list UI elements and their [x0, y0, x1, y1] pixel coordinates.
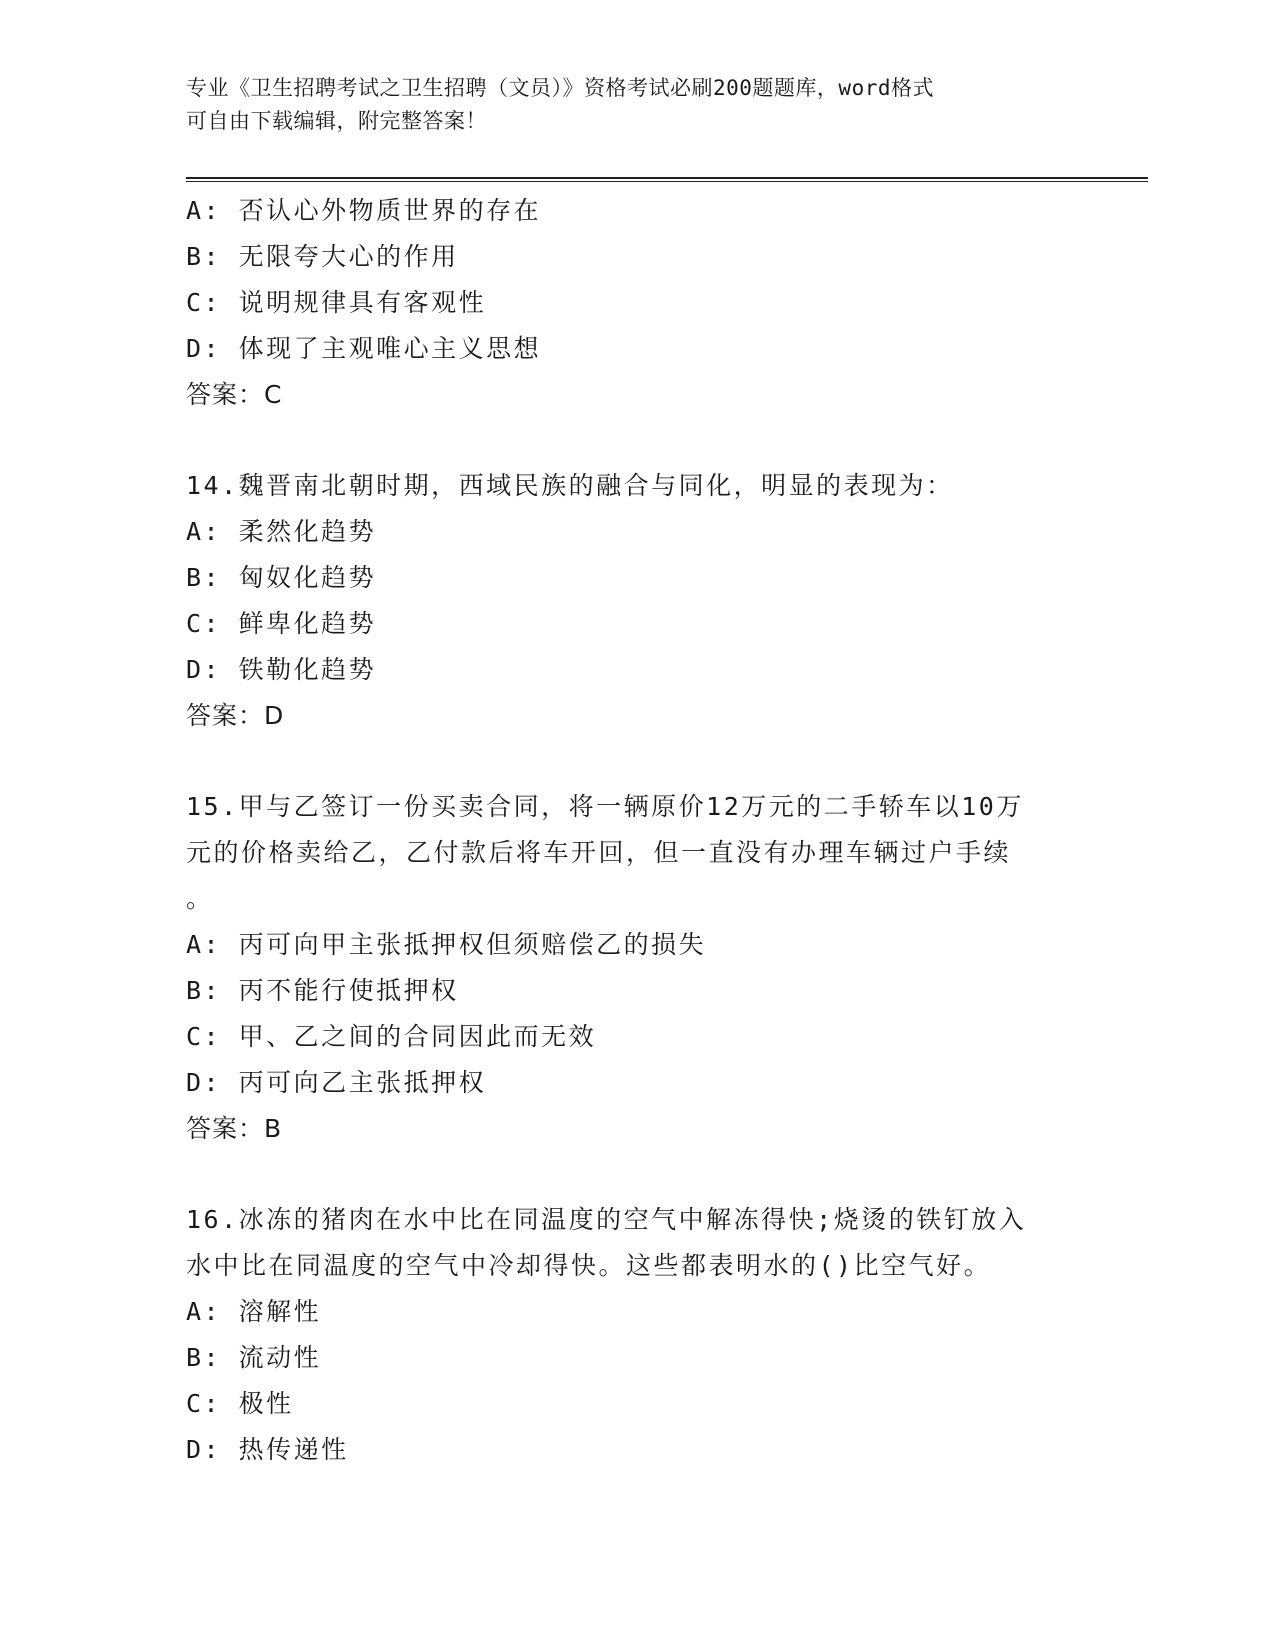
option-c: C: 说明规律具有客观性: [186, 288, 487, 317]
question-14: [186, 463, 1086, 739]
question-list: [186, 188, 1086, 1473]
header-title-line-1: 专业《卫生招聘考试之卫生招聘（文员）》资格考试必刷200题题库，word格式: [186, 76, 934, 100]
option-a: A: 丙可向甲主张抵押权但须赔偿乙的损失: [186, 930, 707, 959]
option-d: D: 丙可向乙主张抵押权: [186, 1068, 487, 1097]
answer: 答案：B: [186, 1114, 283, 1143]
stem-line: 。: [186, 884, 214, 913]
option-a: A: 否认心外物质世界的存在: [186, 196, 542, 225]
option-a: A: 柔然化趋势: [186, 517, 377, 546]
stem-line: 15.甲与乙签订一份买卖合同，将一辆原价12万元的二手轿车以10万: [186, 792, 1024, 821]
option-b: B: 无限夸大心的作用: [186, 242, 459, 271]
option-c: C: 甲、乙之间的合同因此而无效: [186, 1022, 597, 1051]
option-b: B: 流动性: [186, 1343, 322, 1372]
option-a: A: 溶解性: [186, 1297, 322, 1326]
question-stem: 14.魏晋南北朝时期，西域民族的融合与同化，明显的表现为：: [186, 471, 954, 500]
spacer: [186, 1152, 1086, 1197]
question-stem: [186, 1197, 1086, 1289]
spacer: [186, 739, 1086, 784]
document-header: [186, 72, 1066, 138]
answer: 答案：C: [186, 380, 283, 409]
option-b: B: 丙不能行使抵押权: [186, 976, 459, 1005]
option-c: C: 鲜卑化趋势: [186, 609, 377, 638]
question-16: [186, 1197, 1086, 1473]
option-d: D: 铁勒化趋势: [186, 655, 377, 684]
header-divider: [186, 177, 1148, 182]
stem-line: 16.冰冻的猪肉在水中比在同温度的空气中解冻得快;烧烫的铁钉放入: [186, 1205, 1027, 1234]
option-b: B: 匈奴化趋势: [186, 563, 377, 592]
stem-line: 元的价格卖给乙，乙付款后将车开回，但一直没有办理车辆过户手续: [186, 838, 1012, 867]
question-13: [186, 188, 1086, 418]
header-title-line-2: 可自由下载编辑，附完整答案！: [186, 109, 487, 133]
question-stem: [186, 784, 1086, 922]
option-d: D: 热传递性: [186, 1435, 349, 1464]
option-c: C: 极性: [186, 1389, 294, 1418]
stem-line: 水中比在同温度的空气中冷却得快。这些都表明水的()比空气好。: [186, 1251, 992, 1280]
answer: 答案：D: [186, 701, 285, 730]
question-15: [186, 784, 1086, 1152]
spacer: [186, 418, 1086, 463]
option-d: D: 体现了主观唯心主义思想: [186, 334, 542, 363]
